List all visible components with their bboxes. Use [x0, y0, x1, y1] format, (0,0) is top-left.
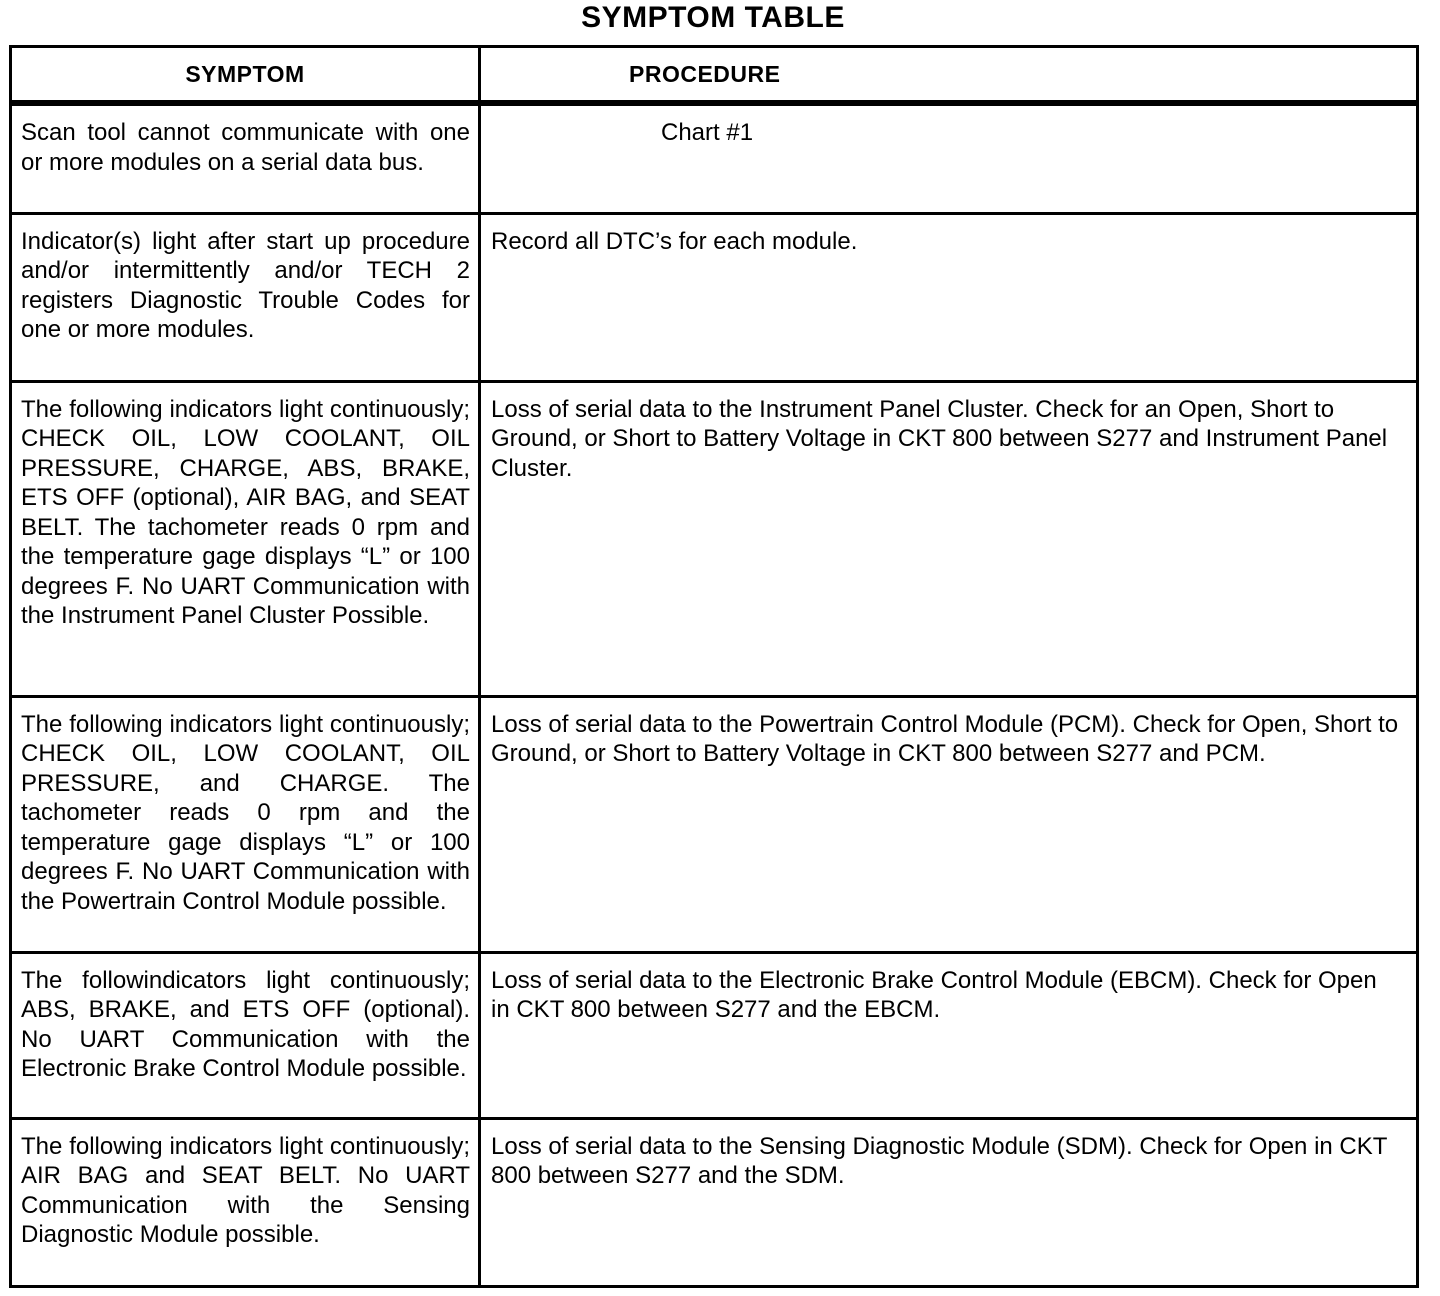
- symptom-cell: [11, 381, 480, 696]
- symptom-text: Indicator(s) light after start up procedure and/or intermittently and/or TECH 2 registers Diagnostic Trouble Codes for one or more modules.: [21, 227, 470, 343]
- procedure-text: Chart #1: [661, 119, 754, 146]
- symptom-cell: [11, 696, 480, 952]
- symptom-cell: [11, 1118, 480, 1286]
- table-row: [11, 213, 1418, 381]
- symptom-cell: [11, 952, 480, 1118]
- table-row: [11, 381, 1418, 696]
- procedure-cell: [480, 952, 1418, 1118]
- procedure-cell: [480, 1118, 1418, 1286]
- procedure-cell: [480, 213, 1418, 381]
- symptom-table: [9, 45, 1419, 1288]
- symptom-text: The following indicators light continuously; CHECK OIL, LOW COOLANT, OIL PRESSURE, and CHARGE. The tachometer reads 0 rpm and the temperature gage displays “L” or 100 degrees F. No UART Communication with the Powertrain Control Module possible.: [21, 710, 470, 915]
- table-row: [11, 103, 1418, 213]
- procedure-text: Record all DTC’s for each module.: [491, 227, 858, 255]
- table-header-row: [11, 47, 1418, 104]
- procedure-text: Loss of serial data to the Powertrain Control Module (PCM). Check for Open, Short to Ground, or Short to Battery Voltage in CKT 800 between S277 and PCM.: [491, 710, 1399, 767]
- table-row: [11, 696, 1418, 952]
- symptom-text: The following indicators light continuously; CHECK OIL, LOW COOLANT, OIL PRESSURE, CHARGE, ABS, BRAKE, ETS OFF (optional), AIR BAG, and SEAT BELT. The tachometer reads 0 rpm and the temperature gage displays “L” or 100 degrees F. No UART Communication with the Instrument Panel Cluster Possible.: [21, 395, 470, 629]
- procedure-cell: [480, 381, 1418, 696]
- table-row: [11, 1118, 1418, 1286]
- procedure-text: Loss of serial data to the Sensing Diagnostic Module (SDM). Check for Open in CKT 800 between S277 and the SDM.: [491, 1132, 1387, 1189]
- procedure-text: Loss of serial data to the Instrument Panel Cluster. Check for an Open, Short to Ground, or Short to Battery Voltage in CKT 800 between S277 and Instrument Panel Cluster.: [491, 395, 1388, 482]
- symptom-text: Scan tool cannot communicate with one or more modules on a serial data bus.: [21, 119, 470, 176]
- symptom-cell: [11, 213, 480, 381]
- symptom-column-header: SYMPTOM: [11, 47, 480, 104]
- procedure-cell: [480, 696, 1418, 952]
- page-title: SYMPTOM TABLE: [581, 1, 845, 34]
- procedure-column-header: PROCEDURE: [480, 47, 1418, 104]
- procedure-text: Loss of serial data to the Electronic Brake Control Module (EBCM). Check for Open in CKT 800 between S277 and the EBCM.: [491, 966, 1377, 1023]
- symptom-text: The following indicators light continuously; AIR BAG and SEAT BELT. No UART Communication with the Sensing Diagnostic Module possible.: [21, 1132, 470, 1248]
- symptom-text: The followindicators light continuously; ABS, BRAKE, and ETS OFF (optional). No UART Communication with the Electronic Brake Control Module possible.: [21, 966, 470, 1082]
- procedure-cell: [480, 103, 1418, 213]
- table-row: [11, 952, 1418, 1118]
- symptom-cell: [11, 103, 480, 213]
